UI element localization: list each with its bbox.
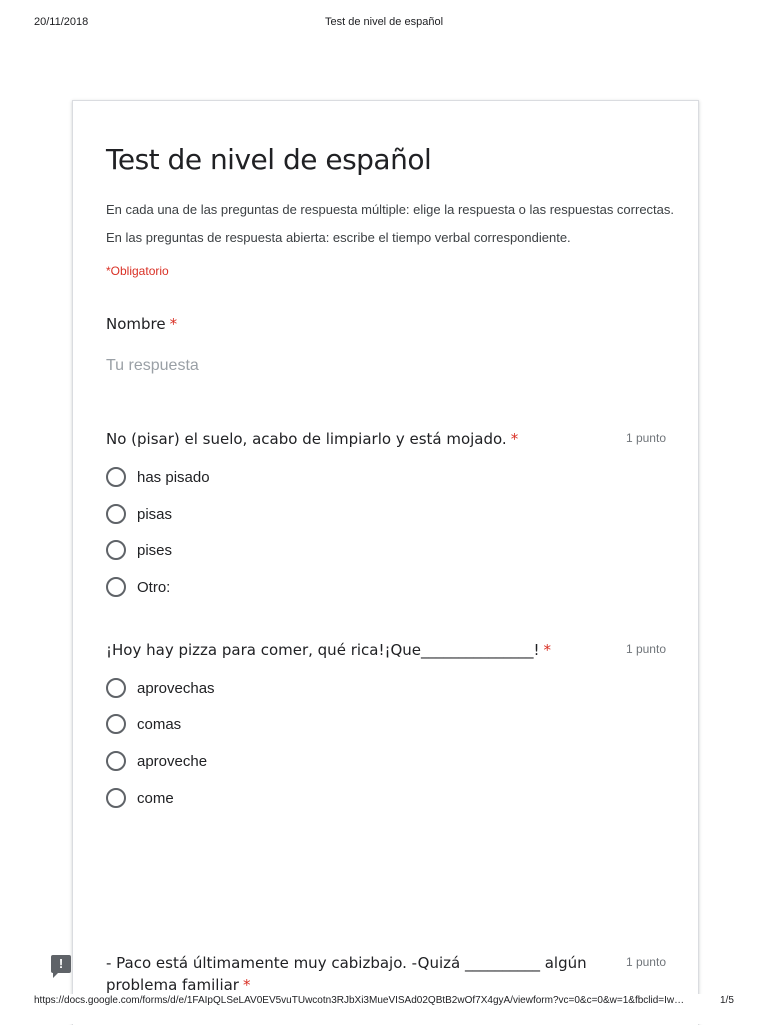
required-asterisk: * (242, 976, 251, 994)
question-points: 1 punto (625, 955, 666, 969)
option-label: Otro: (137, 578, 171, 596)
question-text: Nombre (106, 315, 166, 333)
radio-button-icon[interactable] (106, 678, 126, 698)
option-label: pises (137, 541, 173, 559)
radio-button-icon[interactable] (106, 577, 126, 597)
question-points: 1 punto (625, 431, 666, 445)
form-title: Test de nivel de español (106, 143, 432, 176)
print-url: https://docs.google.com/forms/d/e/1FAIpQLSeLAV0EV5vuTUwcotn3RJbXi3MueVISAd02QBtB2wOf7X4gyA/viewform?vc=0&c=0&w=1&fbclid=Iw… (34, 995, 685, 1006)
form-card (72, 100, 699, 1025)
print-header (0, 16, 768, 32)
option-pises[interactable] (106, 539, 172, 561)
option-pisas[interactable] (106, 503, 172, 525)
question-title-2 (106, 641, 551, 659)
question-text: - Paco está últimamente muy cabizbajo. -Quizá __________ algún (106, 954, 587, 972)
question-title-3-line-2 (106, 976, 250, 994)
required-asterisk: * (543, 641, 552, 659)
option-label: has pisado (137, 468, 210, 486)
option-label: aprovechas (137, 679, 215, 697)
question-text: problema familiar (106, 976, 239, 994)
option-label: come (137, 789, 174, 807)
form-description-line-1: En cada una de las preguntas de respuesta múltiple: elige la respuesta o las respuestas correctas. (106, 202, 675, 217)
radio-button-icon[interactable] (106, 467, 126, 487)
required-asterisk: * (169, 315, 178, 333)
radio-button-icon[interactable] (106, 788, 126, 808)
required-note: *Obligatorio (106, 264, 169, 278)
option-label: pisas (137, 505, 173, 523)
radio-button-icon[interactable] (106, 751, 126, 771)
option-label: aproveche (137, 752, 208, 770)
question-title-1 (106, 430, 518, 448)
radio-button-icon[interactable] (106, 540, 126, 560)
option-has-pisado[interactable] (106, 466, 210, 488)
option-comas[interactable] (106, 713, 181, 735)
print-page-number: 1/5 (720, 995, 734, 1006)
question-points: 1 punto (625, 642, 666, 656)
option-aprovechas[interactable] (106, 677, 215, 699)
nombre-answer-input[interactable]: Tu respuesta (106, 357, 199, 374)
form-description-line-2: En las preguntas de respuesta abierta: escribe el tiempo verbal correspondiente. (106, 230, 571, 245)
option-otro[interactable] (106, 576, 170, 598)
option-label: comas (137, 715, 182, 733)
feedback-icon[interactable]: ! (51, 955, 71, 973)
question-text: ¡Hoy hay pizza para comer, qué rica!¡Que_______________! (106, 641, 540, 659)
radio-button-icon[interactable] (106, 504, 126, 524)
required-asterisk: * (510, 430, 519, 448)
option-aproveche[interactable] (106, 750, 207, 772)
radio-button-icon[interactable] (106, 714, 126, 734)
print-footer (0, 994, 768, 1024)
option-come[interactable] (106, 787, 174, 809)
print-date: 20/11/2018 (34, 16, 89, 28)
print-document-title: Test de nivel de español (324, 16, 444, 28)
question-text: No (pisar) el suelo, acabo de limpiarlo y está mojado. (106, 430, 507, 448)
question-title-nombre (106, 315, 177, 333)
question-title-3 (106, 954, 587, 972)
